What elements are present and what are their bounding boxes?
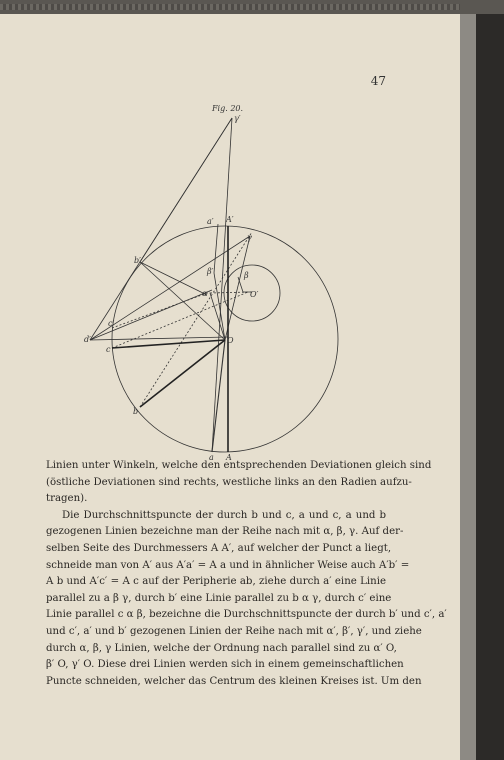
text-line: Linien unter Winkeln, welche den entsprechenden Deviationen gleich sind — [46, 460, 432, 471]
line-gammaprime-bprime — [140, 118, 232, 262]
line-O-b — [140, 340, 225, 407]
text-line: tragen). — [46, 493, 88, 505]
label-gamma: γ — [247, 233, 252, 242]
text-line: (östliche Deviationen sind rechts, westliche links an den Radien aufzu- — [46, 476, 412, 488]
label-c: c — [106, 345, 111, 354]
line-cprime-dashed — [112, 292, 210, 328]
text-line: und c′, a′ und b′ gezogenen Linien der Reihe nach mit α′, β′, γ′, und ziehe — [46, 625, 422, 637]
label-Oprime: O′ — [250, 290, 259, 299]
line-gammaprime-a — [212, 118, 232, 452]
text-line: schneide man von A′ aus A′a′ = A a und in ähnlicher Weise auch A′b′ = — [46, 559, 410, 571]
text-line: A b und A′c′ = A c auf der Peripherie ab, ziehe durch a′ eine Linie — [46, 576, 386, 588]
label-beta: β — [244, 271, 249, 280]
label-dprime: d′ — [84, 335, 91, 344]
label-b: b — [133, 407, 139, 416]
text-line: selben Seite des Durchmessers A A′, auf welcher der Punct a liegt, — [46, 542, 392, 554]
label-cprime: c′ — [108, 319, 115, 328]
line-O-c — [112, 340, 225, 348]
label-Aprime: A′ — [226, 215, 234, 224]
label-betaprime: β′ — [207, 267, 214, 276]
label-gammaprime-top: γ′ — [234, 114, 241, 123]
body-text — [46, 458, 447, 690]
label-alpha: α — [202, 289, 208, 298]
line-dprime-O — [90, 337, 228, 340]
line-O-a — [212, 340, 225, 452]
line-dprime-alpha — [90, 290, 212, 340]
line-b-gamma-dashed — [140, 232, 252, 407]
label-A: A — [226, 453, 232, 462]
text-line: Die Durchschnittspuncte der durch b und c, a und c, a und b — [62, 509, 386, 521]
text-line: gezogenen Linien bezeichne man der Reihe nach mit α, β, γ. Auf der- — [46, 526, 404, 538]
text-line: β′ O, γ′ O. Diese drei Linien werden sich in einem gemeinschaftlichen — [46, 659, 404, 671]
figure-caption: Fig. 20. — [212, 104, 244, 113]
label-a: a — [209, 453, 214, 462]
label-O: O — [227, 336, 234, 345]
label-bprime: b′ — [134, 256, 141, 265]
label-aprime: a′ — [207, 217, 214, 226]
text-line: durch α, β, γ Linien, welche der Ordnung nach parallel sind zu α′ O, — [46, 642, 397, 654]
text-line: Puncte schneiden, welcher das Centrum des kleinen Kreises ist. Um den — [46, 675, 422, 687]
text-line: parallel zu a β γ, durch b′ eine Linie parallel zu b α γ, durch c′ eine — [46, 592, 392, 604]
text-line: Linie parallel c α β, bezeichne die Durchschnittspuncte der durch b′ und c′, a′ — [46, 609, 447, 621]
page-number: 47 — [370, 74, 386, 88]
line-aprime-betaprime — [214, 224, 218, 273]
line-bprime-alpha — [140, 262, 207, 295]
